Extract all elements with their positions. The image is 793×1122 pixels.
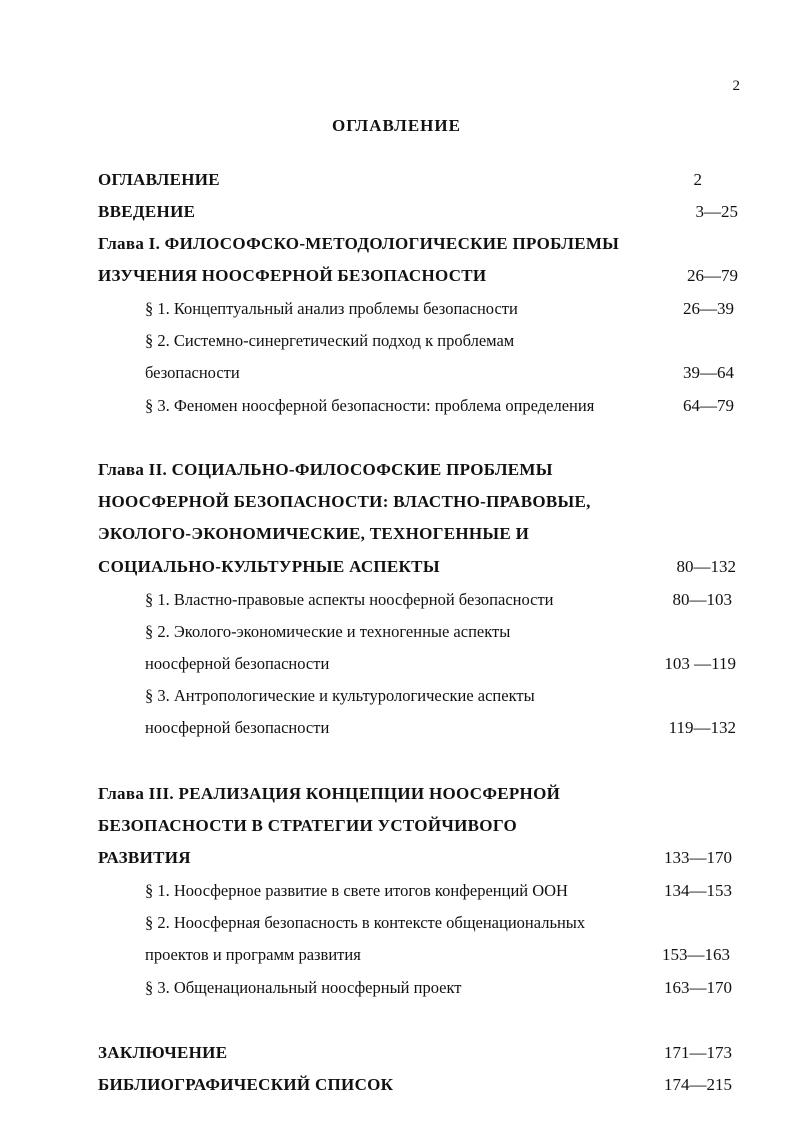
chapter-3-section-1-pages: 134—153 xyxy=(664,881,732,900)
chapter-1-section-1-pages: 26—39 xyxy=(683,299,734,318)
toc-entry-bibliography: БИБЛИОГРАФИЧЕСКИЙ СПИСОК xyxy=(98,1075,394,1094)
chapter-3-section-2-pages: 153—163 xyxy=(662,945,730,964)
chapter-1-section-1: § 1. Концептуальный анализ проблемы безопасности xyxy=(145,299,518,318)
page-number: 2 xyxy=(732,78,740,94)
chapter-2-section-1: § 1. Властно-правовые аспекты ноосферной безопасности xyxy=(145,590,554,609)
chapter-2-title-line-2: НООСФЕРНОЙ БЕЗОПАСНОСТИ: ВЛАСТНО-ПРАВОВЫЕ, xyxy=(98,492,591,511)
chapter-2-title-line-4: СОЦИАЛЬНО-КУЛЬТУРНЫЕ АСПЕКТЫ xyxy=(98,557,440,576)
chapter-2-pages: 80—132 xyxy=(676,557,736,576)
chapter-3-section-2-line-1: § 2. Ноосферная безопасность в контексте общенациональных xyxy=(145,913,586,932)
chapter-3-section-3: § 3. Общенациональный ноосферный проект xyxy=(145,978,462,997)
chapter-2-section-2-line-2: ноосферной безопасности xyxy=(145,654,330,673)
chapter-3-section-3-pages: 163—170 xyxy=(664,978,732,997)
chapter-3-pages: 133—170 xyxy=(664,848,732,867)
chapter-1-pages: 26—79 xyxy=(687,266,738,285)
chapter-1-title-line-1: Глава I. ФИЛОСОФСКО-МЕТОДОЛОГИЧЕСКИЕ ПРОБЛЕМЫ xyxy=(98,234,620,253)
toc-pages-zaklyuchenie: 171—173 xyxy=(664,1043,732,1062)
page-title: ОГЛАВЛЕНИЕ xyxy=(332,116,461,135)
chapter-1-section-2-line-2: безопасности xyxy=(145,363,240,382)
chapter-1-section-3: § 3. Феномен ноосферной безопасности: проблема определения xyxy=(145,396,595,415)
chapter-1-section-2-line-1: § 2. Системно-синергетический подход к проблемам xyxy=(145,331,515,350)
chapter-1-section-3-pages: 64—79 xyxy=(683,396,734,415)
chapter-2-section-3-line-1: § 3. Антропологические и культурологические аспекты xyxy=(145,686,535,705)
toc-entry-vvedenie: ВВЕДЕНИЕ xyxy=(98,202,196,221)
chapter-2-section-2-pages: 103 —119 xyxy=(664,654,736,673)
chapter-3-title-line-3: РАЗВИТИЯ xyxy=(98,848,191,867)
toc-pages-oglavlenie: 2 xyxy=(693,170,702,189)
chapter-3-title-line-2: БЕЗОПАСНОСТИ В СТРАТЕГИИ УСТОЙЧИВОГО xyxy=(98,816,518,835)
toc-pages-bibliography: 174—215 xyxy=(664,1075,732,1094)
toc-entry-zaklyuchenie: ЗАКЛЮЧЕНИЕ xyxy=(98,1043,228,1062)
chapter-2-title-line-1: Глава II. СОЦИАЛЬНО-ФИЛОСОФСКИЕ ПРОБЛЕМЫ xyxy=(98,460,553,479)
chapter-2-section-3-line-2: ноосферной безопасности xyxy=(145,718,330,737)
chapter-3-title-line-1: Глава III. РЕАЛИЗАЦИЯ КОНЦЕПЦИИ НООСФЕРНОЙ xyxy=(98,784,561,803)
chapter-1-section-2-pages: 39—64 xyxy=(683,363,734,382)
chapter-1-title-line-2: ИЗУЧЕНИЯ НООСФЕРНОЙ БЕЗОПАСНОСТИ xyxy=(98,266,487,285)
chapter-3-section-2-line-2: проектов и программ развития xyxy=(145,945,361,964)
toc-pages-vvedenie: 3—25 xyxy=(695,202,738,221)
chapter-2-section-3-pages: 119—132 xyxy=(668,718,736,737)
chapter-2-section-2-line-1: § 2. Эколого-экономические и техногенные аспекты xyxy=(145,622,511,641)
toc-entry-oglavlenie: ОГЛАВЛЕНИЕ xyxy=(98,170,220,189)
chapter-2-section-1-pages: 80—103 xyxy=(672,590,732,609)
chapter-3-section-1: § 1. Ноосферное развитие в свете итогов конференций ООН xyxy=(145,881,568,900)
chapter-2-title-line-3: ЭКОЛОГО-ЭКОНОМИЧЕСКИЕ, ТЕХНОГЕННЫЕ И xyxy=(98,524,530,543)
